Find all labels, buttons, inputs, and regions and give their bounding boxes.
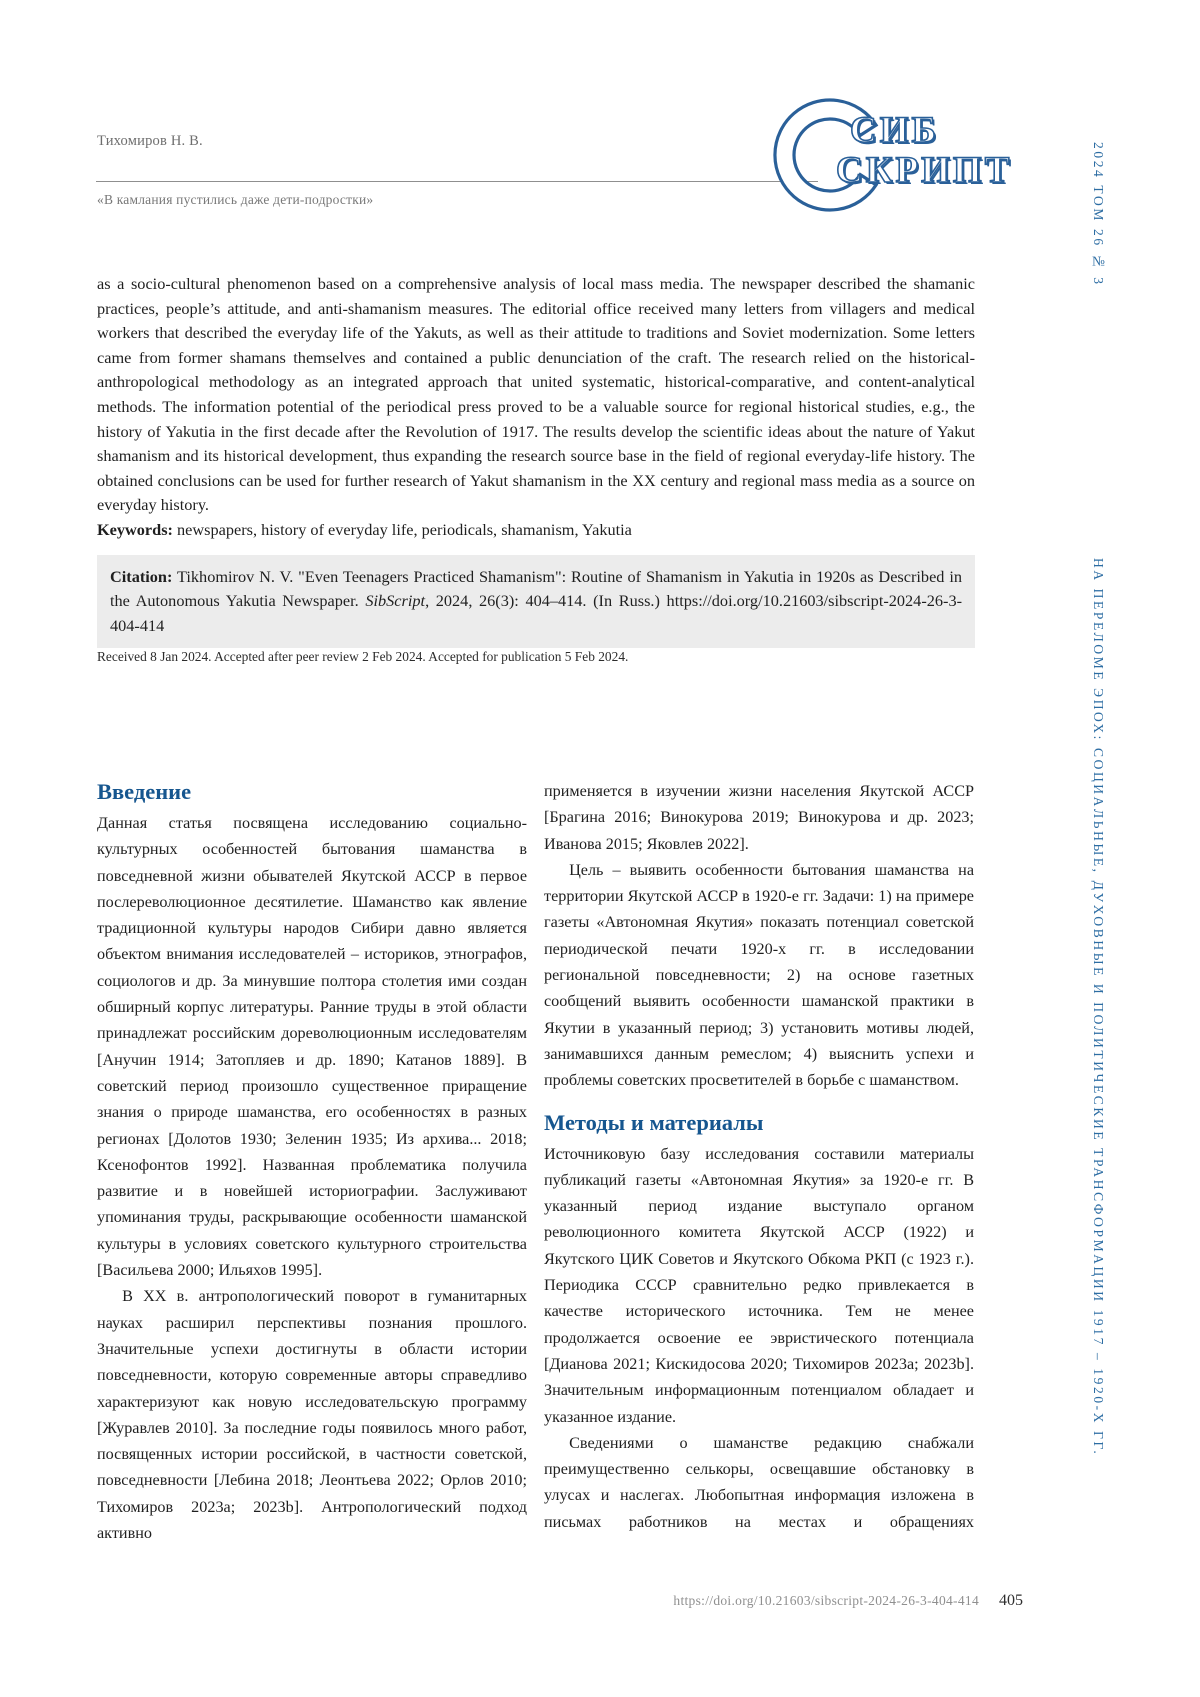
sidebar-section-theme: НА ПЕРЕЛОМЕ ЭПОХ: СОЦИАЛЬНЫЕ, ДУХОВНЫЕ И ПОЛИТИЧЕСКИЕ ТРАНСФОРМАЦИИ 1917 – 1920-Х ГГ.: [1091, 558, 1106, 1457]
received-dates-line: Received 8 Jan 2024. Accepted after peer review 2 Feb 2024. Accepted for publication 5 Feb 2024.: [97, 649, 629, 665]
intro-paragraph-1: Данная статья посвящена исследованию социально-культурных особенностей бытования шаманства в повседневной жизни обывателей Якутской АССР в первое послереволюционное десятилетие. Шаманство как явление традиционной культуры народов Сибири давно является объектом внимания исследователей – историков, этнографов, социологов и др. За минувшие полтора столетия ими создан обширный корпус литературы. Ранние труды в этой области принадлежат российским дореволюционным исследователям [Анучин 1914; Затопляев и др. 1890; Катанов 1889]. В советский период произошло существенное приращение знания о природе шаманства, его особенностях в разных регионах [Долотов 1930; Зеленин 1935; Из архива... 2018; Ксенофонтов 1992]. Названная проблематика получила развитие и в новейшей историографии. Заслуживают упоминания труды, раскрывающие особенности шаманской культуры в условиях советского культурного строительства [Васильева 2000; Ильяхов 1995].: [97, 814, 527, 1280]
abstract-block: [97, 272, 975, 666]
running-title: «В камлания пустились даже дети-подростки»: [97, 192, 374, 207]
section-heading-methods: Методы и материалы: [544, 1109, 764, 1135]
intro-paragraph-2-continued: применяется в изучении жизни населения Якутской АССР [Брагина 2016; Винокурова 2019; Винокурова и др. 2023; Иванова 2015; Яковлев 2022].: [544, 782, 974, 853]
logo-wordmark: [836, 112, 1012, 189]
header-divider: [96, 181, 818, 182]
footer-doi: [673, 1593, 979, 1609]
intro-paragraph-2-left: В XX в. антропологический поворот в гуманитарных науках расширил перспективы познания прошлого. Значительные успехи достигнуты в области истории повседневности, которую современные авторы справедливо характеризуют как новую исследовательскую программу [Журавлев 2010]. За последние годы появилось много работ, посвященных истории российской, в частности советской, повседневности [Лебина 2018; Леонтьева 2022; Орлов 2010; Тихомиров 2023a; 2023b]. Антропологический подход активно: [97, 1287, 527, 1543]
article-body: [97, 778, 975, 1546]
intro-paragraph-3: Цель – выявить особенности бытования шаманства на территории Якутской АССР в 1920-е гг. Задачи: 1) на примере газеты «Автономная Якутия» показать потенциал советской периодической печати 1920-х гг. в исследовании региональной повседневности; 2) на основе газетных сообщений выявить особенности шаманской практики в Якутии в указанный период; 3) установить мотивы людей, занимавшихся данным ремеслом; 4) выяснить успехи и проблемы советских просветителей в борьбе с шаманством.: [544, 860, 974, 1090]
abstract-text: as a socio-cultural phenomenon based on a comprehensive analysis of local mass media. The newspaper described the shamanic practices, people’s attitude, and anti-shamanism measures. The editorial office received many letters from villagers and medical workers that described the everyday life of the Yakuts, as well as their attitude to traditions and Soviet modernization. Some letters came from former shamans themselves and contained a public denunciation of the craft. The research relied on the historical-anthropological methodology as an integrated approach that united systematic, historical-comparative, and content-analytical methods. The information potential of the periodical press proved to be a valuable source for regional historical studies, e.g., the history of Yakutia in the first decade after the Revolution of 1917. The results develop the scientific ideas about the nature of Yakut shamanism and its historical development, thus expanding the research source base in the field of regional everyday-life history. The obtained conclusions can be used for further research of Yakut shamanism in the XX century and regional mass media as a source on everyday history.: [97, 274, 975, 515]
keywords-list: newspapers, history of everyday life, periodicals, shamanism, Yakutia: [172, 519, 632, 539]
citation-after: , 2024, 26(3): 404–414. (In Russ.): [425, 591, 667, 611]
right-column: [544, 778, 974, 1546]
citation-doi-link[interactable]: https://doi.org/10.21603/sibscript-2024-26-3-404-414: [110, 591, 963, 635]
page-footer: [97, 1592, 1023, 1610]
logo-line1: СИБ: [850, 110, 939, 151]
keywords-label: Keywords:: [97, 519, 173, 539]
citation-journal: SibScript: [365, 591, 426, 611]
author-name: Тихомиров Н. В.: [97, 133, 203, 149]
logo-line2: СКРИПТ: [836, 150, 1013, 191]
citation-label: Citation:: [110, 566, 173, 586]
citation-box: [97, 555, 975, 649]
sidebar-issue-label: 2024 ТОМ 26 № 3: [1091, 142, 1106, 287]
methods-paragraph-1: Источниковую базу исследования составили материалы публикаций газеты «Автономная Якутия» за 1920-е гг. В указанный период издание выступало органом революционного комитета Якутской АССР (1922) и Якутского ЦИК Советов и Якутского Обкома РКП (с 1923 г.). Периодика СССР сравнительно редко привлекается в качестве исторического источника. Тем не менее продолжается освоение ее эвристического потенциала [Дианова 2021; Кискидосова 2020; Тихомиров 2023a; 2023b]. Значительным информационным потенциалом обладает и указанное издание.: [544, 1144, 974, 1426]
keywords-line: [97, 518, 975, 543]
section-heading-introduction: Введение: [97, 779, 192, 804]
left-column: [97, 778, 527, 1546]
citation-before: Tikhomirov N. V. "Even Teenagers Practiced Shamanism": Routine of Shamanism in Yakutia in 1920s as Described in the Autonomous Yakutia Newspaper.: [110, 566, 962, 611]
footer-doi-link[interactable]: https://doi.org/10.21603/sibscript-2024-26-3-404-414: [673, 1593, 979, 1608]
journal-logo: [770, 90, 1013, 230]
page-number: 405: [999, 1592, 1023, 1609]
methods-paragraph-2: Сведениями о шаманстве редакцию снабжали преимущественно селькоры, освещавшие обстановку в улусах и наслегах. Любопытная информация изложена в письмах работников на местах и обращениях: [544, 1433, 974, 1531]
